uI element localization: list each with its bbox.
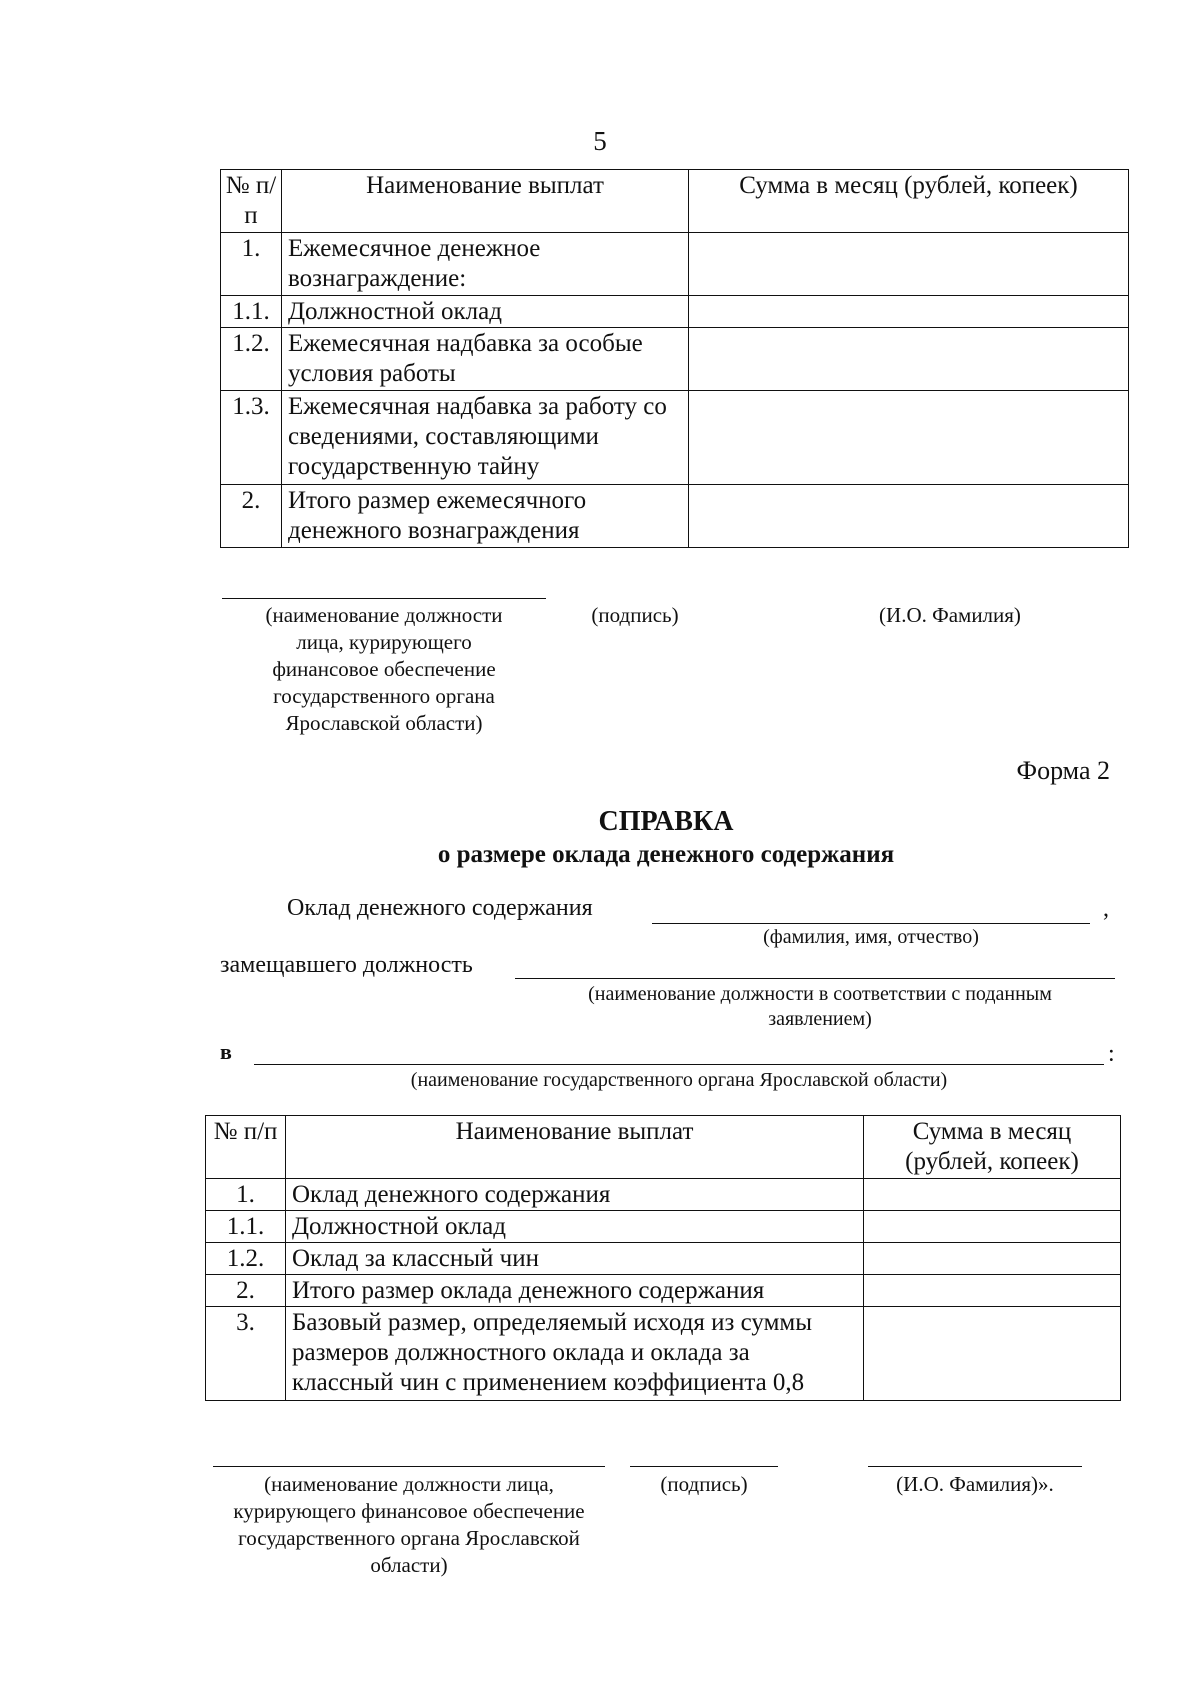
row-name: Ежемесячное денежное вознаграждение: [282, 233, 689, 296]
page-number: 5 [593, 126, 607, 156]
organ-field-line[interactable] [254, 1064, 1104, 1065]
row-name: Должностной оклад [286, 1211, 864, 1243]
signature-name-line [868, 1466, 1082, 1467]
payments-table-1 [220, 169, 1129, 548]
signature-position-line [213, 1466, 605, 1467]
row-num: 1.1. [221, 296, 282, 328]
payments-table-2 [205, 1115, 1121, 1401]
row-num: 1.3. [221, 391, 282, 485]
document-title: СПРАВКА [598, 806, 734, 837]
row-sum [689, 485, 1129, 548]
organ-hint: (наименование государственного органа Ярославской области) [410, 1069, 948, 1091]
table-row [221, 391, 1129, 485]
row-num: 3. [206, 1307, 286, 1401]
sign1-signature-caption: (подпись) [591, 603, 679, 627]
line3-end: : [1108, 1041, 1115, 1067]
line1-end: , [1103, 896, 1109, 922]
salary-label: Оклад денежного содержания [287, 895, 593, 921]
row-name: Итого размер ежемесячного денежного вознаграждения [282, 485, 689, 548]
document-subtitle: о размере оклада денежного содержания [437, 841, 895, 868]
header-name: Наименование выплат [282, 170, 689, 233]
row-num: 2. [206, 1275, 286, 1307]
row-sum [689, 233, 1129, 296]
sign1-position-caption: (наименование должности лица, курирующего финансовое обеспечение государственного органа Ярославской области) [265, 603, 503, 735]
row-sum [864, 1275, 1121, 1307]
header-num: № п/п [206, 1116, 286, 1179]
table-row [206, 1179, 1121, 1211]
row-num: 1. [221, 233, 282, 296]
row-sum [864, 1307, 1121, 1401]
signature-line [630, 1466, 778, 1467]
header-num: № п/п [221, 170, 282, 233]
row-name: Оклад за классный чин [286, 1243, 864, 1275]
table-row [221, 296, 1129, 328]
fullname-hint: (фамилия, имя, отчество) [763, 926, 979, 948]
row-num: 1. [206, 1179, 286, 1211]
row-name: Ежемесячная надбавка за работу со сведениями, составляющими государственную тайну [282, 391, 689, 485]
table-row [206, 1243, 1121, 1275]
row-name: Базовый размер, определяемый исходя из суммы размеров должностного оклада и оклада за классный чин с применением коэффициента 0,8 [286, 1307, 864, 1401]
table-row [221, 485, 1129, 548]
sign1-name-caption: (И.О. Фамилия) [879, 603, 1021, 627]
position-label: замещавшего должность [220, 952, 473, 978]
signature-position-line [222, 598, 546, 599]
sign2-name-caption: (И.О. Фамилия)». [896, 1472, 1054, 1496]
form-label: Форма 2 [1016, 756, 1110, 785]
row-num: 1.2. [206, 1243, 286, 1275]
row-sum [864, 1243, 1121, 1275]
row-name: Итого размер оклада денежного содержания [286, 1275, 864, 1307]
row-name: Должностной оклад [282, 296, 689, 328]
row-sum [864, 1179, 1121, 1211]
organ-label: в [220, 1039, 232, 1064]
row-sum [689, 296, 1129, 328]
row-sum [689, 391, 1129, 485]
header-sum: Сумма в месяц (рублей, копеек) [864, 1116, 1121, 1179]
table-row [206, 1211, 1121, 1243]
table-header-row [206, 1116, 1121, 1179]
row-num: 2. [221, 485, 282, 548]
header-sum: Сумма в месяц (рублей, копеек) [689, 170, 1129, 233]
table-row [221, 328, 1129, 391]
header-name: Наименование выплат [286, 1116, 864, 1179]
row-sum [689, 328, 1129, 391]
row-num: 1.2. [221, 328, 282, 391]
table-row [221, 233, 1129, 296]
sign2-signature-caption: (подпись) [660, 1472, 748, 1496]
row-name: Оклад денежного содержания [286, 1179, 864, 1211]
sign2-position-caption: (наименование должности лица, курирующего финансовое обеспечение государственного органа Ярославской области) [233, 1472, 585, 1577]
table-header-row [221, 170, 1129, 233]
row-name: Ежемесячная надбавка за особые условия работы [282, 328, 689, 391]
table-row [206, 1275, 1121, 1307]
table-row [206, 1307, 1121, 1401]
row-num: 1.1. [206, 1211, 286, 1243]
row-sum [864, 1211, 1121, 1243]
position-hint: (наименование должности в соответствии с поданным заявлением) [588, 983, 1052, 1030]
position-field-line[interactable] [515, 978, 1115, 979]
fullname-field-line[interactable] [652, 923, 1090, 924]
